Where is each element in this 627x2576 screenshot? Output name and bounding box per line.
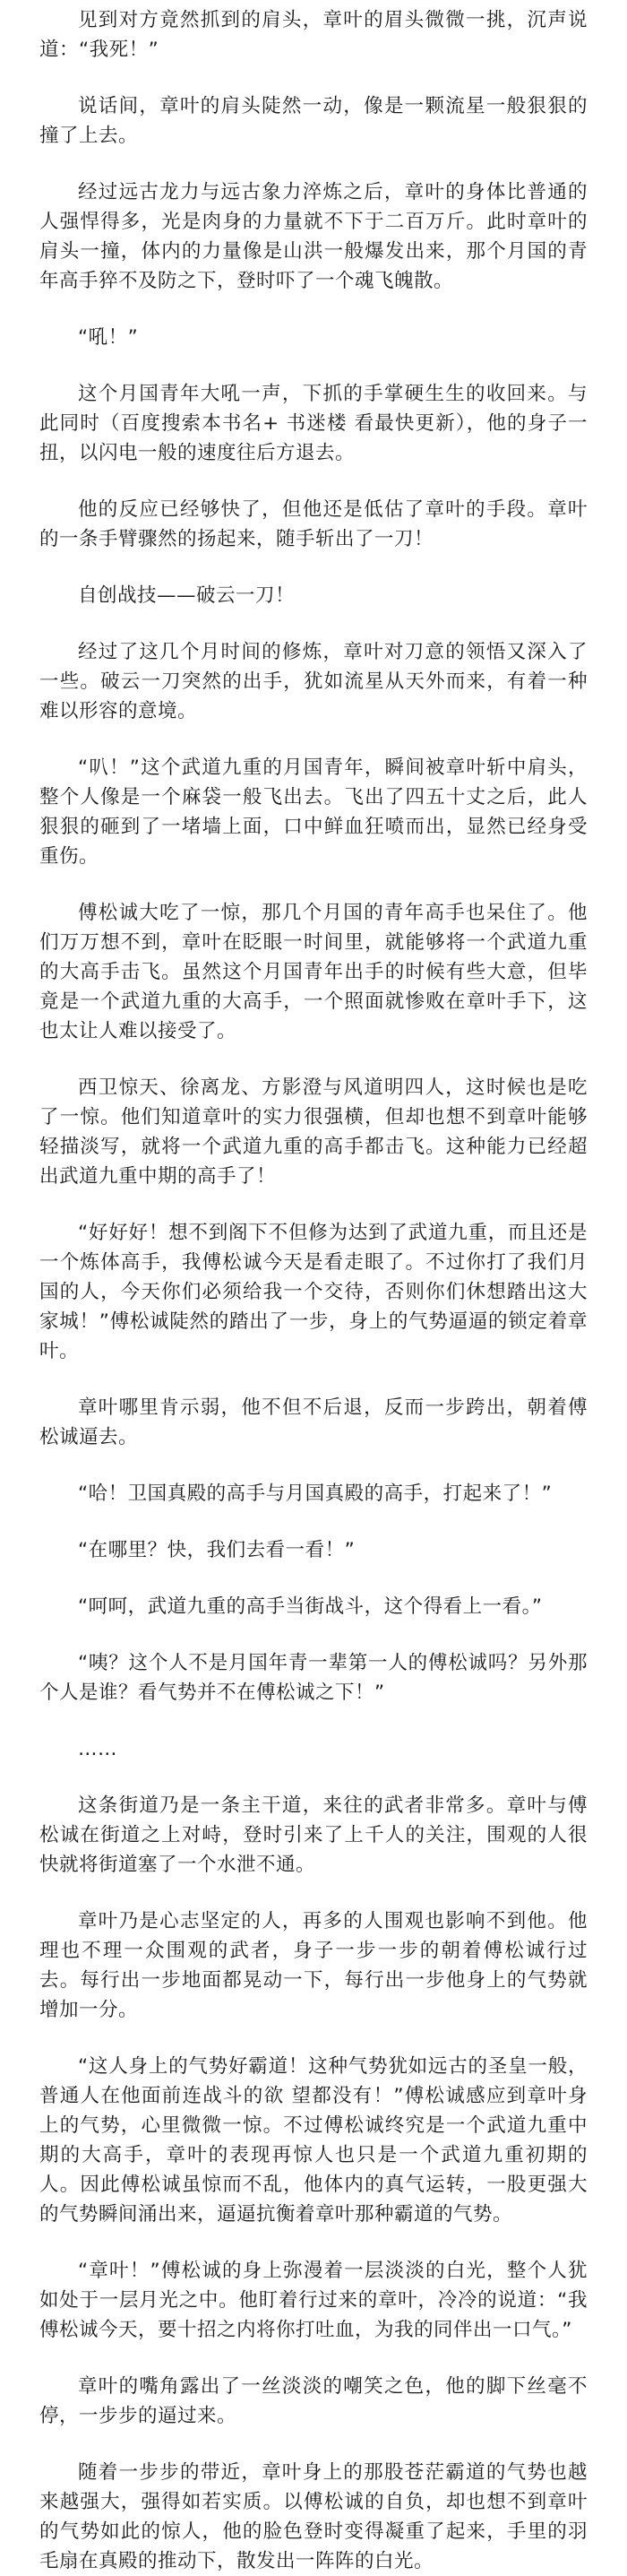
- paragraph: 自创战技——破云一刀！: [78, 584, 296, 607]
- paragraph: “哈！卫国真殿的高手与月国真殿的高手，打起来了！”: [78, 1482, 553, 1505]
- paragraph: “好好好！想不到阁下不但修为达到了武道九重，而且还是一个炼体高手，我傅松诚今天是看走眼了。不过你打了我们月国的人，今天你们必须给我一个交待，否则你们休想踏出这大家城！”傅松诚陡然的踏出了一步，身上的气势逼逼的锁定着章叶。: [39, 1222, 588, 1362]
- paragraph: “这人身上的气势好霸道！这种气势犹如远古的圣皇一般，普通人在他面前连战斗的欲 望都没有！”傅松诚感应到章叶身上的气势，心里微微一惊。不过傅松诚终究是一个武道九重中期的大高手，章叶的表现再惊人也只是一个武道九重初期的人。因此傅松诚虽惊而不乱，他体内的真气运转，一股更强大的气势瞬间涌出来，逼逼抗衡着章叶那种霸道的气势。: [39, 2055, 588, 2226]
- paragraph: 章叶乃是心志坚定的人，再多的人围观也影响不到他。他理也不理一众围观的武者，身子一步一步的朝着傅松诚行过去。每行出一步地面都晃动一下，每行出一步他身上的气势就增加一分。: [39, 1910, 588, 2021]
- paragraph: “呵呵，武道九重的高手当街战斗，这个得看上一看。”: [78, 1595, 543, 1618]
- paragraph: 这个月国青年大吼一声，下抓的手掌硬生生的收回来。与此同时（百度搜索本书名+ 书迷楼 看最快更新），他的身子一扭，以闪电一般的速度往后方退去。: [39, 383, 588, 464]
- paragraph: 随着一步步的带近，章叶身上的那股苍茫霸道的气势也越来越强大，强得如若实质。以傅松诚的自负，却也想不到章叶的气势如此的惊人，他的脸色登时变得凝重了起来，手里的羽毛扇在真殿的推动下，散发出一阵阵的白光。: [39, 2461, 588, 2572]
- paragraph: “叭！”这个武道九重的月国青年，瞬间被章叶斩中肩头，整个人像是一个麻袋一般飞出去。飞出了四五十丈之后，此人狠狠的砸到了一堵墙上面，口中鲜血狂喷而出，显然已经身受重伤。: [39, 756, 588, 868]
- paragraph: 西卫惊天、徐离龙、方影澄与风道明四人，这时候也是吃了一惊。他们知道章叶的实力很强横，但却也想不到章叶能够轻描淡写，就将一个武道九重的高手都击飞。这种能力已经超出武道九重中期的高手了！: [39, 1076, 588, 1188]
- paragraph: 他的反应已经够快了，但他还是低估了章叶的手段。章叶的一条手臂骤然的扬起来，随手斩出了一刀！: [39, 498, 588, 550]
- paragraph: 说话间，章叶的肩头陡然一动，像是一颗流星一般狠狠的撞了上去。: [39, 95, 588, 147]
- paragraph: 经过了这几个月时间的修炼，章叶对刀意的领悟又深入了一些。破云一刀突然的出手，犹如流星从天外而来，有着一种难以形容的意境。: [39, 641, 588, 722]
- paragraph: “咦？这个人不是月国年青一辈第一人的傅松诚吗？另外那个人是谁？看气势并不在傅松诚之下！”: [39, 1652, 588, 1704]
- paragraph: 见到对方竟然抓到的肩头，章叶的眉头微微一挑，沉声说道：“我死！”: [39, 9, 588, 61]
- paragraph: 经过远古龙力与远古象力淬炼之后，章叶的身体比普通的人强悍得多，光是肉身的力量就不下于二百万斤。此时章叶的肩头一撞，体内的力量像是山洪一般爆发出来，那个月国的青年高手猝不及防之下，登时吓了一个魂飞魄散。: [39, 181, 588, 292]
- paragraph: 章叶的嘴角露出了一丝淡淡的嘲笑之色，他的脚下丝毫不停，一步步的逼过来。: [39, 2375, 588, 2427]
- paragraph: ……: [78, 1738, 117, 1760]
- paragraph: “章叶！”傅松诚的身上弥漫着一层淡淡的白光，整个人犹如处于一层月光之中。他盯着行过来的章叶，冷冷的说道：“我傅松诚今天，要十招之内将你打吐血，为我的同伴出一口气。”: [39, 2260, 588, 2341]
- paragraph: “在哪里？快，我们去看一看！”: [78, 1539, 356, 1561]
- paragraph: “吼！”: [78, 326, 139, 349]
- paragraph: 傅松诚大吃了一惊，那几个月国的青年高手也呆住了。他们万万想不到，章叶在眨眼一时间里，就能够将一个武道九重的大高手击飞。虽然这个月国青年出手的时候有些大意，但毕竟是一个武道九重的大高手，一个照面就惨败在章叶手下，这也太让人难以接受了。: [39, 902, 588, 1042]
- paragraph: 章叶哪里肯示弱，他不但不后退，反而一步跨出，朝着傅松诚逼去。: [39, 1396, 588, 1448]
- paragraph: 这条街道乃是一条主干道，来往的武者非常多。章叶与傅松诚在街道之上对峙，登时引来了上千人的关注，围观的人很快就将街道塞了一个水泄不通。: [39, 1794, 588, 1876]
